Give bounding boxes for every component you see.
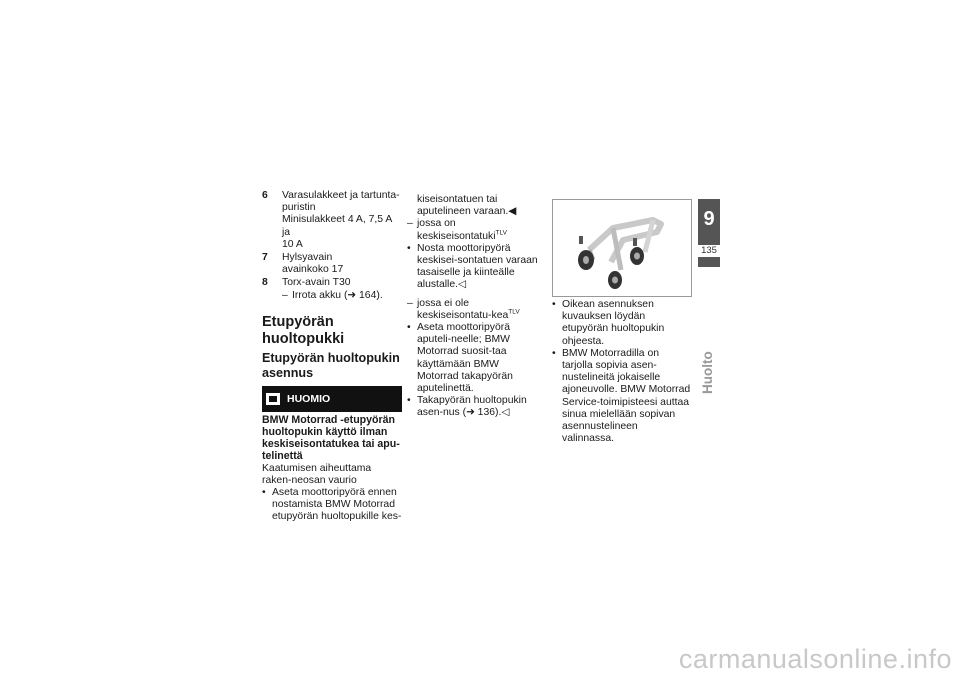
- subsection-title: Etupyörän huoltopukin asennus: [262, 350, 400, 380]
- wheel-left: [578, 250, 594, 270]
- bullet-instructions: • Oikean asennuksen kuvauksen löydän etupyörän huoltopukin ohjeesta.: [552, 299, 692, 348]
- list-line: Minisulakkeet 4 A, 7,5 A ja: [282, 214, 392, 238]
- list-item-6: [262, 190, 402, 251]
- wheel-mid: [630, 247, 644, 265]
- warning-title: BMW Motorrad -etupyörän huoltopukin käyttö ilman keskiseisontatukea tai apu-telinettä: [262, 413, 400, 463]
- list-line: Torx-avain T30: [282, 277, 351, 289]
- warning-hand-icon: [266, 393, 280, 405]
- bullet-center-stand: [407, 243, 541, 292]
- right-column: [552, 299, 692, 445]
- condition-text: jossa ei ole keskiseisontatu-kea: [417, 297, 509, 321]
- bullet-rear-stand-link[interactable]: [407, 395, 541, 419]
- condition-with-stand: [407, 218, 541, 242]
- watermark: carmanualsonline.info: [678, 644, 952, 674]
- middle-column: [407, 194, 541, 420]
- end-mark-icon: ◀: [508, 206, 517, 218]
- continued-text-body: kiseisontatuen tai aputelineen varaan.: [417, 194, 509, 218]
- list-number: 6: [262, 190, 268, 201]
- end-mark-open-icon: ◁: [458, 279, 467, 291]
- notice-banner: [262, 386, 402, 412]
- notice-label: HUOMIO: [287, 392, 331, 405]
- cross-reference-link[interactable]: – Irrota akku (➜ 164).: [282, 290, 402, 302]
- list-number: 7: [262, 252, 268, 264]
- list-line: 10 A: [282, 238, 303, 250]
- list-item-7: [262, 252, 402, 276]
- list-line: Varasulakkeet ja tartunta-: [282, 190, 400, 201]
- warning-text: Kaatumisen aiheuttama raken-neosan vaurio: [262, 462, 372, 486]
- condition-text: jossa on keskiseisontatuki: [417, 218, 496, 242]
- continued-text: [407, 194, 541, 218]
- list-number: 8: [262, 277, 268, 289]
- warning-bullet: • Aseta moottoripyörä ennen nostamista BMW Motorrad etupyörän huoltopukille kes-: [262, 487, 402, 524]
- chapter-tab: [698, 199, 720, 267]
- wheel-right: [608, 271, 622, 289]
- section-title: Etupyörän huoltopukki: [262, 313, 345, 347]
- list-line: puristin: [282, 202, 316, 214]
- bullet-text: Nosta moottoripyörä keskisei-sontatuen varaan tasaiselle ja kiinteälle alustalle.: [417, 242, 538, 291]
- cross-reference-link[interactable]: Takapyörän huoltopukin asen-nus (➜ 136).: [417, 395, 527, 419]
- option-superscript: TLV: [508, 308, 520, 316]
- list-item-8: [262, 277, 402, 301]
- stand-drawing: [553, 200, 691, 296]
- bullet-auxiliary-stand: • Aseta moottoripyörä aputeli-neelle; BMW Motorrad suosit-taa käyttämään BMW Motorrad takapyörän aputelinettä.: [407, 322, 541, 395]
- list-line: avainkoko 17: [282, 264, 344, 276]
- front-wheel-stand-illustration: [552, 199, 692, 297]
- left-column: [262, 190, 402, 524]
- chapter-number: 9: [703, 208, 715, 230]
- option-superscript: TLV: [495, 229, 507, 237]
- chapter-side-label: Huolto: [700, 351, 715, 394]
- bullet-bmw-stands: • BMW Motorradilla on tarjolla sopivia asen-nustelineitä jokaiselle ajoneuvolle. BMW Motorrad Service-toimipisteesi auttaa sinua mielellään sopivan asennustelineen valinnassa.: [552, 348, 692, 446]
- condition-without-stand: [407, 298, 541, 322]
- page-number: 135: [698, 245, 720, 257]
- end-mark-open-icon: ◁: [501, 407, 510, 419]
- list-line: Hylsyavain: [282, 252, 333, 264]
